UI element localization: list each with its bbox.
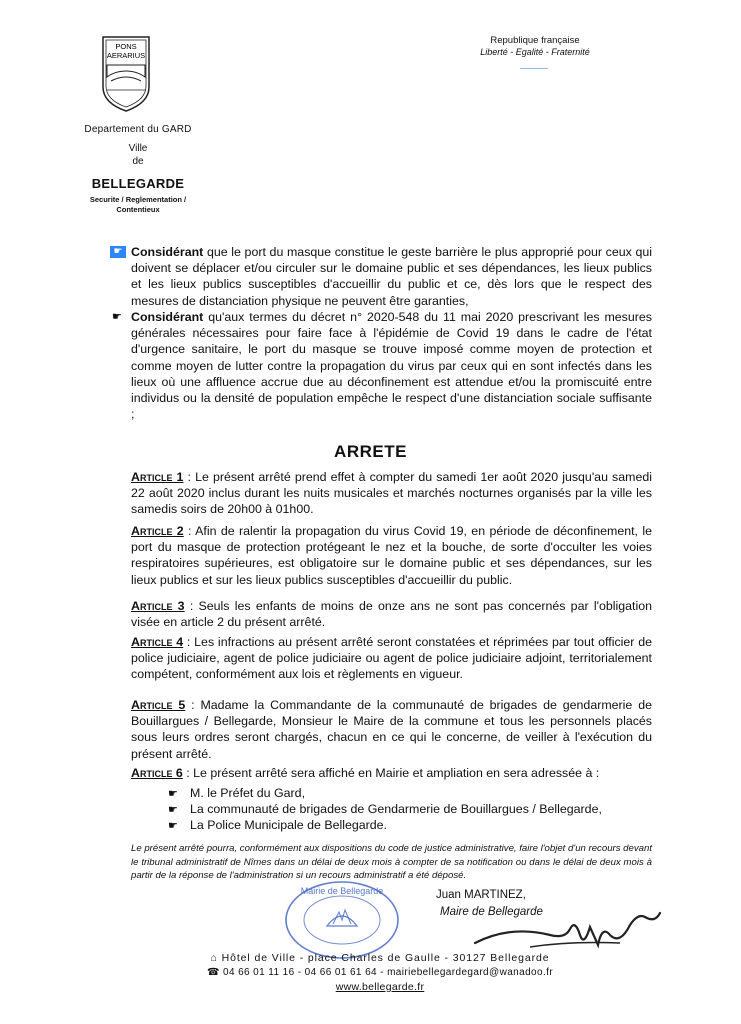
service-line-1: Securite / Reglementation / xyxy=(89,195,187,204)
republic-label: Republique française xyxy=(490,35,580,46)
article-5-text: : Madame la Commandante de la communauté de brigades de gendarmerie de Bouillargues / Bellegarde, Monsieur le Maire de la commune et tous les personnels placés sous leurs ordres seront chargés, chacun en ce qui le concerne, de veiller à l'exécution du présent arrêté. xyxy=(131,698,652,761)
svg-text:Mairie de Bellegarde: Mairie de Bellegarde xyxy=(300,886,384,896)
republic-motto: Liberté - Egalité - Fraternité xyxy=(480,47,590,57)
considerant-2-text: qu'aux termes du décret n° 2020-548 du 11 mai 2020 prescrivant les mesures générales nécessaires pour faire face à l'épidémie de Covid 19 dans le cadre de l'état d'urgence sanitaire, le port du masque se trouve imposé comme moyen de protection et comme moyen de lutter contre la propagation du virus par ceux qui en sont infectés dans les lieux où une affluence accrue due au déconfinement est attendue et/ou la promiscuité entre individus ou la densité de population empêche le respect d'une distanciation sociale suffisante ; xyxy=(131,310,652,422)
considerant-2-label: Considérant xyxy=(131,310,204,324)
hand-pointer-icon: ☛ xyxy=(110,246,126,258)
footer-contacts-text: 04 66 01 11 16 - 04 66 01 61 64 - mairiebellegardegard@wanadoo.fr xyxy=(222,967,554,978)
article-2-text: : Afin de ralentir la propagation du virus Covid 19, en période de déconfinement, le port du masque de protection protégeant le nez et la bouche, de sorte d'occulter les voies respiratoires supérieures, est obligatoire sur le domaine public et ses dépendances, sur les lieux publics et sur les lieux publics susceptibles d'accueillir du public. xyxy=(131,524,652,587)
article-1-text: : Le présent arrêté prend effet à compter du samedi 1er août 2020 jusqu'au samedi 22 août 2020 inclus durant les nuits musicales et marchés nocturnes organisés par la ville les samedis soirs de 20h00 à 01h00. xyxy=(131,470,653,517)
department-label: Departement du GARD xyxy=(84,124,192,135)
ville-label: Ville xyxy=(128,143,148,154)
considerant-1-text: que le port du masque constitue le geste barrière le plus approprié pour ceux qui doivent se déplacer et/ou circuler sur le domaine public et ses dépendances, les lieux publics et les lieux publics susceptibles d'accueillir du public et ce, dès lors que le respect des mesures de distanciation physique ne peuvent être garanties, xyxy=(131,245,652,308)
considerant-2 xyxy=(131,309,652,422)
article-1-label: Article 1 xyxy=(131,470,184,484)
hand-pointer-icon: ☛ xyxy=(112,311,122,323)
article-6-label: Article 6 xyxy=(131,766,183,780)
footer-contacts xyxy=(100,967,660,978)
considerant-1 xyxy=(131,244,652,309)
considerant-1-label: Considérant xyxy=(131,245,204,259)
article-6-text: : Le présent arrêté sera affiché en Mairie et ampliation en sera adressée à : xyxy=(182,766,600,780)
svg-text:AERARIUS: AERARIUS xyxy=(106,51,146,60)
de-label: de xyxy=(132,156,144,167)
recipient-item: La communauté de brigades de Gendarmerie de Bouillargues / Bellegarde, xyxy=(190,802,602,816)
building-icon: ⌂ xyxy=(210,952,218,964)
article-3-text: : Seuls les enfants de moins de onze ans ne sont pas concernés par l'obligation visée en article 2 du présent arrêté. xyxy=(131,599,652,630)
hand-pointer-icon: ☛ xyxy=(168,804,178,816)
service-label xyxy=(58,195,218,215)
hand-pointer-icon: ☛ xyxy=(168,820,178,832)
svg-text:PONS: PONS xyxy=(115,42,137,51)
header-divider xyxy=(520,68,548,69)
article-4 xyxy=(131,634,652,683)
article-3 xyxy=(131,598,652,630)
recipient-item: La Police Municipale de Bellegarde. xyxy=(190,818,387,832)
legal-notice: Le présent arrêté pourra, conformément aux dispositions du code de justice administrative, faire l'objet d'un recours devant le tribunal administratif de Nîmes dans un délai de deux mois à compter de sa notification ou dans le délai de deux mois à partir de la réponse de l'administration si un recours administratif a été déposé. xyxy=(131,843,652,881)
hand-pointer-icon: ☛ xyxy=(168,788,178,800)
handwritten-signature xyxy=(470,905,665,955)
signatory-role: Maire de Bellegarde xyxy=(440,906,543,918)
article-1 xyxy=(131,469,652,518)
footer-address xyxy=(100,952,660,964)
document-title: ARRETE xyxy=(334,442,407,461)
phone-icon: ☎ xyxy=(206,967,220,978)
recipient-item: M. le Préfet du Gard, xyxy=(190,786,306,800)
article-5-label: Article 5 xyxy=(131,698,186,712)
article-6 xyxy=(131,765,652,781)
signatory-name: Juan MARTINEZ, xyxy=(436,889,526,901)
service-line-2: Contentieux xyxy=(116,205,160,214)
footer-website[interactable]: www.bellegarde.fr xyxy=(335,981,425,993)
article-2-label: Article 2 xyxy=(131,524,184,538)
town-name: BELLEGARDE xyxy=(91,176,185,191)
article-3-label: Article 3 xyxy=(131,599,185,613)
article-4-text: : Les infractions au présent arrêté seront constatées et réprimées par tout officier de police judiciaire, agent de police judiciaire ou agent de police judiciaire adjoint, territorialement compétent, conformément aux lois et règlements en vigueur. xyxy=(131,635,653,682)
article-5 xyxy=(131,697,652,762)
mairie-stamp xyxy=(283,880,401,960)
article-4-label: Article 4 xyxy=(131,635,184,649)
footer-address-text: Hôtel de Ville - place Charles de Gaulle - 30127 Bellegarde xyxy=(221,952,550,964)
town-crest-logo xyxy=(97,35,155,113)
article-2 xyxy=(131,523,652,588)
